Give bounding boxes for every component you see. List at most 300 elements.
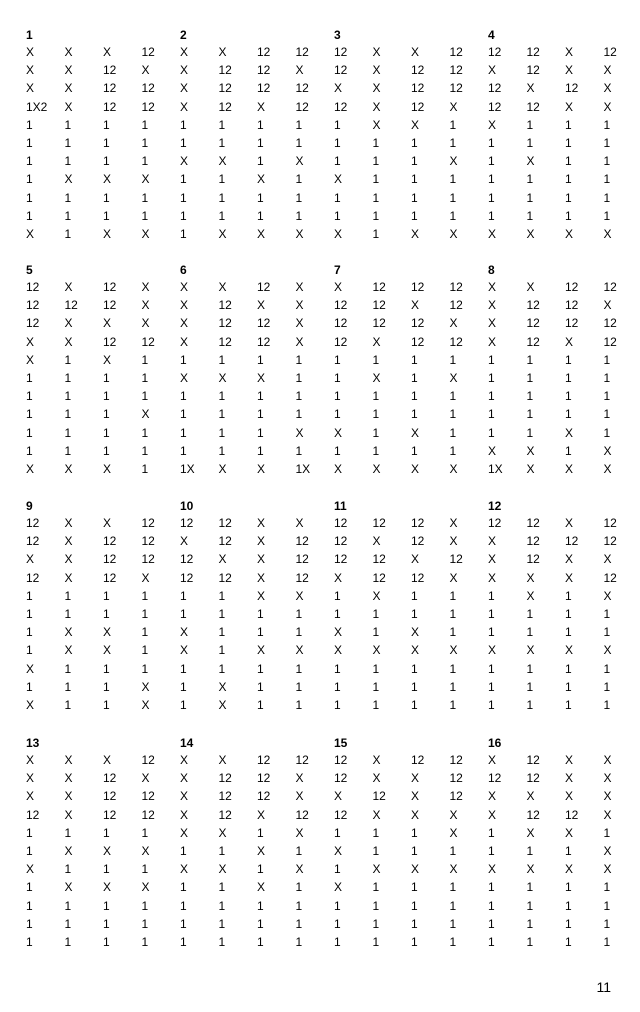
- pick-cell: X: [565, 862, 574, 877]
- match-row: [328, 532, 482, 550]
- pick-cell: 1: [141, 117, 149, 132]
- pick-cell: 1: [334, 352, 341, 367]
- pick-cell: 1: [26, 190, 33, 205]
- pick-cell: 12: [103, 81, 117, 96]
- pick-cell: 1: [295, 208, 303, 223]
- pick-cell: X: [526, 154, 535, 169]
- match-row: [174, 225, 328, 243]
- pick-cell: 1: [603, 389, 611, 404]
- pick-cell: X: [295, 226, 304, 241]
- pick-cell: 1: [372, 425, 380, 440]
- match-row: [482, 170, 636, 188]
- pick-cell: 12: [180, 552, 194, 567]
- pick-cell: 1: [103, 934, 110, 949]
- match-row: [482, 189, 636, 207]
- match-row: [174, 751, 328, 769]
- pick-cell: 1: [295, 389, 303, 404]
- pick-cell: 12: [603, 316, 617, 331]
- pick-cell: 1: [64, 916, 72, 931]
- pick-cell: 1: [180, 934, 187, 949]
- pick-cell: 12: [449, 45, 463, 60]
- pick-cell: 1: [180, 172, 187, 187]
- pick-cell: 1X: [295, 461, 311, 476]
- pick-cell: X: [449, 154, 458, 169]
- pick-cell: X: [141, 316, 150, 331]
- pick-cell: 1: [26, 679, 33, 694]
- pick-cell: 12: [257, 771, 271, 786]
- pick-cell: 12: [295, 807, 309, 822]
- pick-cell: 1: [26, 607, 33, 622]
- pick-cell: 12: [488, 771, 502, 786]
- pick-cell: 1: [295, 661, 303, 676]
- match-row: [20, 933, 174, 951]
- pick-cell: 12: [180, 516, 194, 531]
- pick-cell: 1: [141, 389, 149, 404]
- match-row: [482, 207, 636, 225]
- coupon-block: [482, 27, 636, 243]
- pick-cell: X: [64, 534, 73, 549]
- pick-cell: X: [295, 771, 304, 786]
- coupon-block: [174, 498, 328, 714]
- match-row: [20, 641, 174, 659]
- block-number: 1: [26, 28, 33, 42]
- pick-cell: 1: [103, 407, 110, 422]
- pick-cell: 1: [411, 588, 418, 603]
- pick-cell: 1: [103, 389, 110, 404]
- pick-cell: 1: [488, 844, 495, 859]
- pick-cell: X: [603, 443, 612, 458]
- match-row: [482, 769, 636, 787]
- match-row: [328, 98, 482, 116]
- pick-cell: X: [141, 63, 150, 78]
- pick-cell: X: [103, 516, 112, 531]
- pick-cell: 1: [218, 352, 226, 367]
- pick-cell: 1: [526, 679, 534, 694]
- pick-cell: X: [103, 352, 112, 367]
- pick-cell: X: [372, 771, 381, 786]
- pick-cell: 1: [603, 934, 611, 949]
- match-row: [328, 152, 482, 170]
- pick-cell: X: [64, 63, 73, 78]
- pick-cell: 1: [26, 825, 33, 840]
- match-row: [482, 641, 636, 659]
- pick-cell: 1: [603, 371, 611, 386]
- coupon-block: [174, 735, 328, 951]
- pick-cell: 1: [565, 190, 572, 205]
- pick-cell: 1: [180, 679, 187, 694]
- pick-cell: X: [449, 99, 458, 114]
- match-row: [174, 296, 328, 314]
- pick-cell: 1: [180, 208, 187, 223]
- match-row: [20, 189, 174, 207]
- pick-cell: 1X: [488, 461, 503, 476]
- coupon-block: [20, 262, 174, 478]
- pick-cell: X: [218, 825, 227, 840]
- pick-cell: 12: [218, 334, 232, 349]
- match-row: [174, 769, 328, 787]
- pick-cell: 1: [26, 117, 33, 132]
- pick-cell: 1: [526, 208, 534, 223]
- pick-cell: 1: [411, 934, 418, 949]
- pick-cell: 1: [103, 825, 110, 840]
- pick-cell: 1: [295, 443, 303, 458]
- pick-cell: 12: [141, 99, 155, 114]
- pick-cell: 1: [372, 172, 380, 187]
- pick-cell: X: [218, 679, 227, 694]
- match-row: [482, 550, 636, 568]
- pick-cell: 12: [218, 534, 232, 549]
- pick-cell: X: [334, 570, 343, 585]
- pick-cell: 12: [449, 280, 463, 295]
- pick-cell: X: [449, 825, 458, 840]
- pick-cell: 1: [372, 898, 380, 913]
- match-row: [20, 43, 174, 61]
- pick-cell: X: [565, 461, 574, 476]
- pick-cell: X: [218, 371, 227, 386]
- pick-cell: 1: [218, 934, 226, 949]
- pick-cell: 12: [565, 807, 579, 822]
- pick-cell: 1: [603, 407, 611, 422]
- pick-cell: 12: [372, 280, 386, 295]
- pick-cell: 1: [372, 352, 380, 367]
- match-row: [20, 98, 174, 116]
- pick-cell: 1: [526, 661, 534, 676]
- pick-cell: X: [411, 461, 420, 476]
- match-row: [20, 460, 174, 478]
- pick-cell: 1: [526, 880, 534, 895]
- pick-cell: X: [26, 771, 35, 786]
- pick-cell: 1: [372, 389, 380, 404]
- pick-cell: X: [603, 588, 612, 603]
- pick-cell: 1: [488, 425, 495, 440]
- match-row: [328, 333, 482, 351]
- pick-cell: X: [488, 334, 497, 349]
- pick-cell: 1: [526, 190, 534, 205]
- pick-cell: X: [141, 280, 150, 295]
- match-row: [328, 641, 482, 659]
- pick-cell: 12: [218, 807, 232, 822]
- pick-cell: 1: [103, 117, 110, 132]
- pick-cell: X: [372, 643, 381, 658]
- pick-cell: 12: [103, 534, 117, 549]
- pick-cell: X: [603, 789, 612, 804]
- pick-cell: 1: [565, 117, 572, 132]
- pick-cell: 1: [141, 443, 149, 458]
- pick-cell: 1: [372, 226, 380, 241]
- pick-cell: 1: [565, 588, 572, 603]
- match-row: [174, 860, 328, 878]
- pick-cell: 1: [64, 825, 72, 840]
- pick-cell: 1: [334, 190, 341, 205]
- pick-cell: 12: [26, 807, 40, 822]
- match-row: [174, 152, 328, 170]
- pick-cell: 12: [488, 99, 502, 114]
- pick-cell: X: [141, 880, 150, 895]
- pick-cell: 12: [141, 753, 155, 768]
- pick-cell: 1: [64, 425, 72, 440]
- pick-cell: X: [103, 316, 112, 331]
- pick-cell: X: [295, 789, 304, 804]
- pick-cell: 1: [526, 916, 534, 931]
- pick-cell: X: [526, 443, 535, 458]
- pick-cell: X: [372, 45, 381, 60]
- pick-cell: X: [372, 807, 381, 822]
- pick-cell: X: [488, 753, 497, 768]
- pick-cell: X: [488, 298, 497, 313]
- pick-cell: 12: [411, 516, 425, 531]
- pick-cell: 1: [218, 425, 226, 440]
- pick-cell: X: [565, 552, 574, 567]
- match-row: [482, 605, 636, 623]
- match-row: [482, 442, 636, 460]
- pick-cell: X: [103, 844, 112, 859]
- pick-cell: 1: [180, 117, 187, 132]
- pick-cell: 1: [141, 136, 149, 151]
- pick-cell: 1: [64, 862, 72, 877]
- pick-cell: 12: [218, 298, 232, 313]
- match-row: [174, 351, 328, 369]
- pick-cell: 1: [449, 625, 457, 640]
- pick-cell: 1: [26, 425, 33, 440]
- pick-cell: X: [218, 552, 227, 567]
- pick-cell: 1: [26, 898, 33, 913]
- coupon-block: [328, 27, 482, 243]
- match-row: [328, 225, 482, 243]
- pick-cell: X: [180, 298, 189, 313]
- pick-cell: 12: [141, 81, 155, 96]
- match-row: [20, 569, 174, 587]
- match-row: [174, 842, 328, 860]
- pick-cell: X: [334, 425, 343, 440]
- pick-cell: X: [257, 172, 266, 187]
- match-row: [174, 514, 328, 532]
- pick-cell: X: [526, 81, 535, 96]
- match-row: [20, 915, 174, 933]
- pick-cell: 1: [488, 916, 495, 931]
- match-row: [328, 550, 482, 568]
- pick-cell: X: [295, 334, 304, 349]
- pick-cell: 1: [218, 190, 226, 205]
- pick-cell: X: [141, 679, 150, 694]
- pick-cell: 1: [64, 661, 72, 676]
- pick-cell: X: [64, 316, 73, 331]
- pick-cell: 12: [526, 45, 540, 60]
- pick-cell: 1: [64, 154, 72, 169]
- pick-cell: X: [526, 570, 535, 585]
- match-row: [328, 751, 482, 769]
- coupon-block: [482, 262, 636, 478]
- pick-cell: X: [603, 81, 612, 96]
- match-row: [482, 61, 636, 79]
- pick-cell: 12: [103, 280, 117, 295]
- match-row: [328, 387, 482, 405]
- pick-cell: 1: [603, 607, 611, 622]
- pick-cell: X: [103, 753, 112, 768]
- match-row: [174, 660, 328, 678]
- pick-cell: 1: [565, 607, 572, 622]
- pick-cell: 1: [180, 588, 187, 603]
- pick-cell: 1: [180, 226, 187, 241]
- pick-cell: X: [372, 334, 381, 349]
- pick-cell: 12: [565, 81, 579, 96]
- pick-cell: X: [64, 807, 73, 822]
- match-row: [20, 314, 174, 332]
- pick-cell: X: [295, 643, 304, 658]
- block-row: [20, 735, 620, 951]
- match-row: [174, 314, 328, 332]
- pick-cell: X: [295, 154, 304, 169]
- pick-cell: X: [449, 516, 458, 531]
- match-row: [482, 43, 636, 61]
- pick-cell: 1: [449, 934, 457, 949]
- pick-cell: X: [103, 880, 112, 895]
- pick-cell: 1: [295, 625, 303, 640]
- pick-cell: X: [295, 425, 304, 440]
- pick-cell: X: [257, 516, 266, 531]
- pick-cell: X: [218, 697, 227, 712]
- pick-cell: 1: [565, 389, 572, 404]
- pick-cell: X: [64, 552, 73, 567]
- pick-cell: 1: [141, 352, 149, 367]
- pick-cell: 1: [218, 898, 226, 913]
- pick-cell: 1: [565, 916, 572, 931]
- pick-cell: 12: [411, 534, 425, 549]
- pick-cell: 1: [334, 588, 341, 603]
- pick-cell: 12: [526, 99, 540, 114]
- pick-cell: 1: [488, 136, 495, 151]
- pick-cell: 12: [141, 807, 155, 822]
- coupon-block: [174, 27, 328, 243]
- pick-cell: 1: [295, 352, 303, 367]
- pick-cell: 1: [411, 607, 418, 622]
- pick-cell: 1: [64, 443, 72, 458]
- pick-cell: 12: [26, 534, 40, 549]
- pick-cell: 1: [295, 136, 303, 151]
- pick-cell: X: [257, 534, 266, 549]
- pick-cell: 1: [26, 136, 33, 151]
- pick-cell: 12: [334, 334, 348, 349]
- pick-cell: 1: [334, 208, 341, 223]
- block-number: 6: [180, 263, 187, 277]
- pick-cell: 1: [372, 880, 380, 895]
- coupon-block: [20, 498, 174, 714]
- pick-cell: 1X: [180, 461, 195, 476]
- match-row: [174, 79, 328, 97]
- match-row: [174, 587, 328, 605]
- pick-cell: 1: [603, 625, 611, 640]
- match-row: [174, 189, 328, 207]
- pick-cell: 1: [372, 825, 380, 840]
- pick-cell: 12: [218, 316, 232, 331]
- match-row: [20, 170, 174, 188]
- pick-cell: X: [411, 862, 420, 877]
- match-row: [328, 787, 482, 805]
- pick-cell: X: [103, 226, 112, 241]
- match-row: [328, 424, 482, 442]
- coupon-block: [482, 498, 636, 714]
- pick-cell: X: [526, 862, 535, 877]
- pick-cell: X: [103, 643, 112, 658]
- pick-cell: 1: [411, 898, 418, 913]
- pick-cell: X: [64, 789, 73, 804]
- pick-cell: 12: [218, 516, 232, 531]
- match-row: [174, 532, 328, 550]
- pick-cell: 1: [64, 389, 72, 404]
- pick-cell: 12: [26, 516, 40, 531]
- pick-cell: X: [180, 316, 189, 331]
- match-row: [20, 61, 174, 79]
- pick-cell: X: [488, 280, 497, 295]
- pick-cell: X: [257, 99, 266, 114]
- pick-cell: 1: [141, 862, 149, 877]
- block-number: 4: [488, 28, 495, 42]
- pick-cell: 1: [565, 679, 572, 694]
- match-row: [482, 225, 636, 243]
- pick-cell: X: [372, 63, 381, 78]
- match-row: [20, 207, 174, 225]
- pick-cell: 1: [411, 352, 418, 367]
- pick-cell: 1: [257, 825, 264, 840]
- pick-cell: 1: [103, 607, 110, 622]
- pick-cell: 1: [565, 844, 572, 859]
- pick-cell: X: [449, 570, 458, 585]
- pick-cell: X: [488, 316, 497, 331]
- pick-cell: 12: [334, 807, 348, 822]
- pick-cell: 1: [141, 625, 149, 640]
- match-row: [174, 278, 328, 296]
- pick-cell: 1: [603, 172, 611, 187]
- pick-cell: X: [526, 588, 535, 603]
- pick-cell: 1: [180, 136, 187, 151]
- pick-cell: 1: [334, 679, 341, 694]
- match-row: [482, 116, 636, 134]
- pick-cell: X: [64, 280, 73, 295]
- pick-cell: X: [180, 99, 189, 114]
- match-row: [328, 134, 482, 152]
- pick-cell: 1: [64, 588, 72, 603]
- block-number: 7: [334, 263, 341, 277]
- pick-cell: 12: [372, 570, 386, 585]
- pick-cell: X: [64, 880, 73, 895]
- pick-cell: 1: [295, 679, 303, 694]
- pick-cell: X: [411, 552, 420, 567]
- pick-cell: 12: [372, 298, 386, 313]
- coupon-block: [174, 262, 328, 478]
- match-row: [482, 79, 636, 97]
- match-row: [482, 678, 636, 696]
- pick-cell: 1: [565, 880, 572, 895]
- pick-cell: X: [180, 280, 189, 295]
- pick-cell: X: [180, 63, 189, 78]
- pick-cell: 1: [526, 625, 534, 640]
- pick-cell: 12: [103, 63, 117, 78]
- pick-cell: 1: [218, 407, 226, 422]
- pick-cell: X: [218, 461, 227, 476]
- pick-cell: 12: [141, 789, 155, 804]
- pick-cell: 12: [141, 334, 155, 349]
- pick-cell: 1: [565, 208, 572, 223]
- pick-cell: 12: [180, 570, 194, 585]
- match-row: [20, 442, 174, 460]
- block-number: 9: [26, 499, 33, 513]
- pick-cell: 1: [295, 916, 303, 931]
- pick-cell: 1: [449, 172, 457, 187]
- pick-cell: 1: [372, 136, 380, 151]
- pick-cell: 1: [26, 154, 33, 169]
- pick-cell: 1: [257, 607, 264, 622]
- pick-cell: 1: [64, 697, 72, 712]
- pick-cell: 1: [64, 934, 72, 949]
